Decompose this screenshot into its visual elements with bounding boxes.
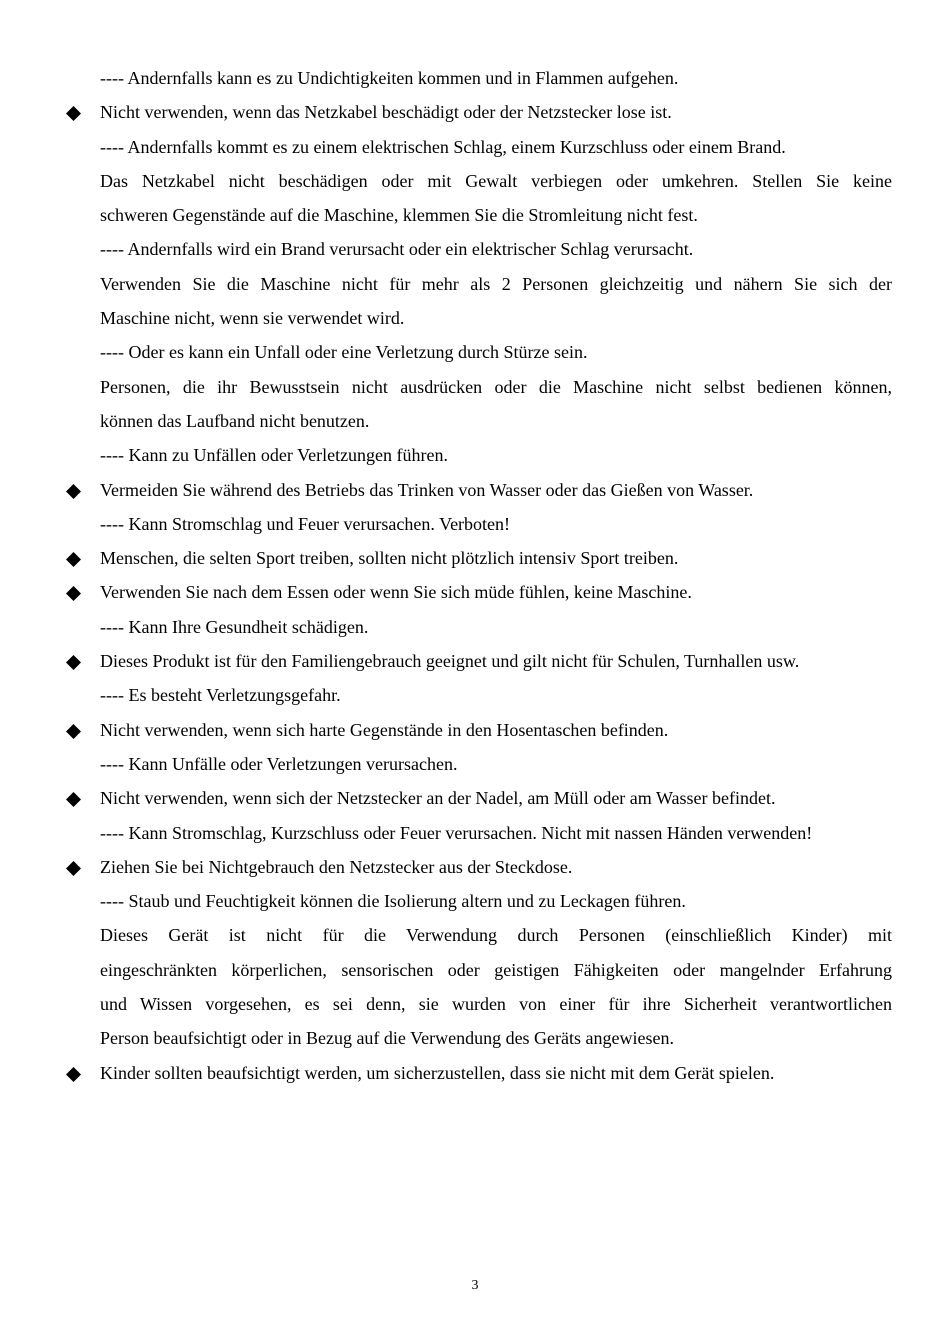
note-line bbox=[100, 507, 892, 541]
continuation-line bbox=[100, 198, 892, 232]
line-text: ---- Oder es kann ein Unfall oder eine Verletzung durch Stürze sein. bbox=[100, 342, 588, 363]
continuation-line bbox=[100, 301, 892, 335]
black-diamond-icon bbox=[66, 1067, 81, 1082]
line-text: Nicht verwenden, wenn das Netzkabel beschädigt oder der Netzstecker lose ist. bbox=[100, 102, 672, 123]
safety-instructions-text bbox=[100, 61, 892, 1090]
bullet-line bbox=[100, 473, 892, 507]
line-text: schweren Gegenstände auf die Maschine, klemmen Sie die Stromleitung nicht fest. bbox=[100, 205, 698, 226]
note-line bbox=[100, 747, 892, 781]
line-text: Kinder sollten beaufsichtigt werden, um sicherzustellen, dass sie nicht mit dem Gerät spielen. bbox=[100, 1062, 775, 1083]
line-text: Ziehen Sie bei Nichtgebrauch den Netzstecker aus der Steckdose. bbox=[100, 856, 573, 877]
line-text: Vermeiden Sie während des Betriebs das Trinken von Wasser oder das Gießen von Wasser. bbox=[100, 479, 754, 500]
bullet-line bbox=[100, 713, 892, 747]
bullet-line bbox=[100, 850, 892, 884]
bullet-line bbox=[100, 575, 892, 609]
note-line bbox=[100, 130, 892, 164]
black-diamond-icon bbox=[66, 861, 81, 876]
line-text: Menschen, die selten Sport treiben, sollten nicht plötzlich intensiv Sport treiben. bbox=[100, 548, 679, 569]
line-text: und Wissen vorgesehen, es sei denn, sie wurden von einer für ihre Sicherheit verantwortlichen bbox=[100, 994, 892, 1015]
line-text: ---- Andernfalls kommt es zu einem elektrischen Schlag, einem Kurzschluss oder einem Brand. bbox=[100, 136, 786, 157]
line-text: ---- Es besteht Verletzungsgefahr. bbox=[100, 685, 341, 706]
note-line bbox=[100, 61, 892, 95]
black-diamond-icon bbox=[66, 552, 81, 567]
line-text: ---- Kann Unfälle oder Verletzungen verursachen. bbox=[100, 753, 458, 774]
line-text: Dieses Gerät ist nicht für die Verwendung durch Personen (einschließlich Kinder) mit bbox=[100, 925, 892, 946]
black-diamond-icon bbox=[66, 586, 81, 601]
line-text: ---- Staub und Feuchtigkeit können die Isolierung altern und zu Leckagen führen. bbox=[100, 891, 686, 912]
bullet-line bbox=[100, 644, 892, 678]
line-text: ---- Kann Ihre Gesundheit schädigen. bbox=[100, 616, 369, 637]
line-text: ---- Andernfalls wird ein Brand verursacht oder ein elektrischer Schlag verursacht. bbox=[100, 239, 694, 260]
black-diamond-icon bbox=[66, 106, 81, 121]
continuation-line bbox=[100, 1021, 892, 1055]
line-text: ---- Kann zu Unfällen oder Verletzungen führen. bbox=[100, 445, 449, 466]
bullet-line bbox=[100, 370, 892, 404]
page-number: 3 bbox=[471, 1278, 479, 1293]
black-diamond-icon bbox=[66, 792, 81, 807]
note-line bbox=[100, 610, 892, 644]
note-line bbox=[100, 438, 892, 472]
note-line bbox=[100, 232, 892, 266]
line-text: Dieses Produkt ist für den Familiengebrauch geeignet und gilt nicht für Schulen, Turnhallen usw. bbox=[100, 651, 800, 672]
line-text: Nicht verwenden, wenn sich harte Gegenstände in den Hosentaschen befinden. bbox=[100, 719, 669, 740]
note-line bbox=[100, 335, 892, 369]
line-text: Das Netzkabel nicht beschädigen oder mit Gewalt verbiegen oder umkehren. Stellen Sie keine bbox=[100, 170, 892, 191]
line-text: ---- Kann Stromschlag, Kurzschluss oder Feuer verursachen. Nicht mit nassen Händen verwenden! bbox=[100, 822, 813, 843]
black-diamond-icon bbox=[66, 724, 81, 739]
line-text: ---- Andernfalls kann es zu Undichtigkeiten kommen und in Flammen aufgehen. bbox=[100, 68, 679, 88]
line-text: Verwenden Sie nach dem Essen oder wenn Sie sich müde fühlen, keine Maschine. bbox=[100, 582, 692, 603]
continuation-line bbox=[100, 987, 892, 1021]
bullet-line bbox=[100, 541, 892, 575]
line-text: eingeschränkten körperlichen, sensorischen oder geistigen Fähigkeiten oder mangelnder Erfahrung bbox=[100, 959, 892, 980]
bullet-line bbox=[100, 781, 892, 815]
black-diamond-icon bbox=[66, 655, 81, 670]
line-text: Maschine nicht, wenn sie verwendet wird. bbox=[100, 308, 405, 329]
note-line bbox=[100, 816, 892, 850]
continuation-line bbox=[100, 404, 892, 438]
line-text: können das Laufband nicht benutzen. bbox=[100, 410, 370, 431]
line-text: Person beaufsichtigt oder in Bezug auf die Verwendung des Geräts angewiesen. bbox=[100, 1028, 674, 1049]
bullet-line bbox=[100, 95, 892, 129]
line-text: ---- Kann Stromschlag und Feuer verursachen. Verboten! bbox=[100, 513, 511, 534]
bullet-line bbox=[100, 164, 892, 198]
note-line bbox=[100, 884, 892, 918]
bullet-line bbox=[100, 918, 892, 952]
bullet-line bbox=[100, 267, 892, 301]
black-diamond-icon bbox=[66, 484, 81, 499]
line-text: Nicht verwenden, wenn sich der Netzstecker an der Nadel, am Müll oder am Wasser befindet. bbox=[100, 788, 776, 809]
bullet-line bbox=[100, 1056, 892, 1090]
note-line bbox=[100, 678, 892, 712]
line-text: Personen, die ihr Bewusstsein nicht ausdrücken oder die Maschine nicht selbst bedienen können, bbox=[100, 376, 892, 397]
line-text: Verwenden Sie die Maschine nicht für mehr als 2 Personen gleichzeitig und nähern Sie sich der bbox=[100, 273, 892, 294]
continuation-line bbox=[100, 953, 892, 987]
